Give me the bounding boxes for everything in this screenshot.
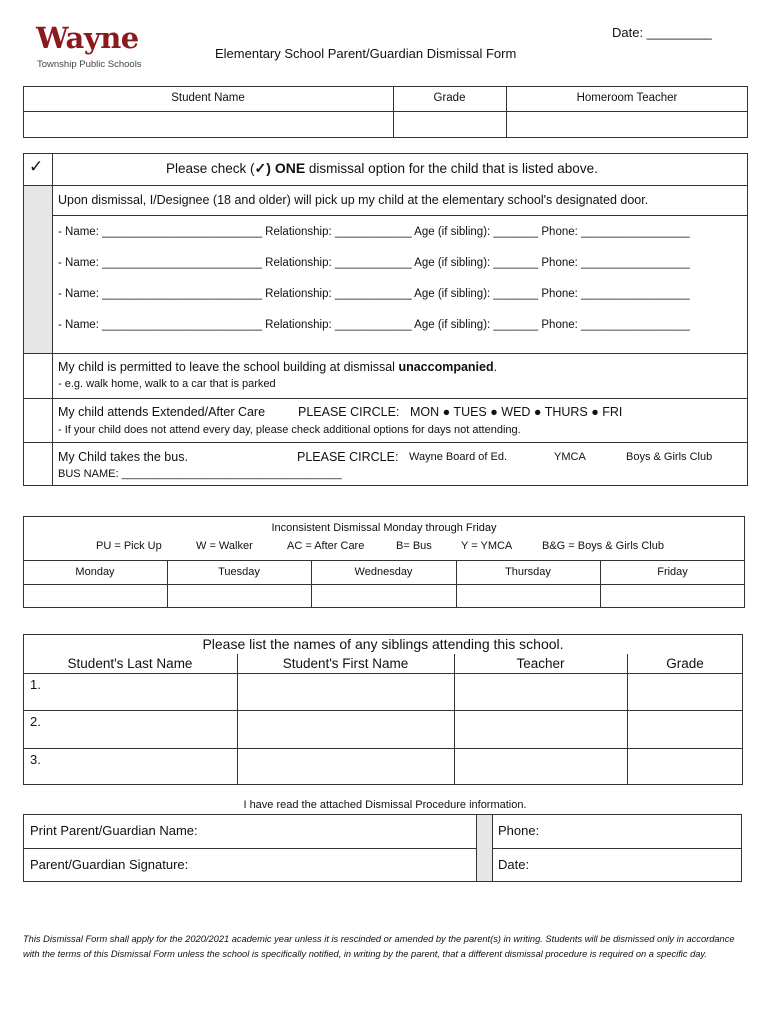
sibling-last-name-header: Student's Last Name bbox=[67, 656, 193, 671]
sibling-row-1-input[interactable] bbox=[238, 674, 453, 710]
day-tuesday: Tuesday bbox=[218, 566, 260, 578]
instruction-check: ✓) ONE bbox=[254, 160, 306, 176]
day-monday: Monday bbox=[75, 566, 115, 578]
sibling-grade-header: Grade bbox=[666, 656, 704, 671]
grade-header: Grade bbox=[433, 92, 466, 104]
bus-option-wayne[interactable]: Wayne Board of Ed. bbox=[409, 451, 508, 463]
sibling-row-3-number: 3. bbox=[30, 752, 41, 767]
grade-input[interactable] bbox=[394, 112, 505, 137]
siblings-title: Please list the names of any siblings attending this school. bbox=[202, 636, 564, 652]
sibling-teacher-header: Teacher bbox=[516, 656, 565, 671]
unaccompanied-example: - e.g. walk home, walk to a car that is parked bbox=[58, 378, 276, 390]
homeroom-teacher-header: Homeroom Teacher bbox=[576, 92, 678, 104]
aftercare-option: My child attends Extended/After Care bbox=[58, 405, 266, 419]
thursday-input[interactable] bbox=[457, 585, 599, 607]
unaccompanied-option bbox=[58, 360, 497, 374]
aftercare-circle-label: PLEASE CIRCLE: bbox=[298, 405, 400, 419]
pickup-checkbox[interactable] bbox=[24, 186, 52, 353]
bus-checkbox[interactable] bbox=[24, 443, 52, 485]
unaccompanied-pre: My child is permitted to leave the school building at dismissal bbox=[58, 360, 399, 374]
sibling-row-2-input[interactable] bbox=[238, 711, 453, 748]
logo-wordmark: Wayne bbox=[36, 21, 139, 55]
friday-input[interactable] bbox=[601, 585, 744, 607]
date-field[interactable]: Date: _________ bbox=[612, 25, 712, 40]
day-wednesday: Wednesday bbox=[354, 566, 413, 578]
aftercare-checkbox[interactable] bbox=[24, 399, 52, 442]
signature-date-label[interactable]: Date: bbox=[498, 857, 530, 872]
sibling-row-2-number: 2. bbox=[30, 714, 41, 729]
unaccompanied-bold: unaccompanied bbox=[398, 360, 494, 374]
instruction-post: dismissal option for the child that is listed above. bbox=[305, 161, 598, 176]
bus-option: My Child takes the bus. bbox=[58, 450, 188, 464]
code-ymca: Y = YMCA bbox=[461, 540, 513, 552]
code-bus: B= Bus bbox=[396, 540, 432, 552]
day-friday: Friday bbox=[657, 566, 688, 578]
bus-circle-label: PLEASE CIRCLE: bbox=[297, 450, 399, 464]
day-thursday: Thursday bbox=[505, 566, 551, 578]
inconsistent-title: Inconsistent Dismissal Monday through Friday bbox=[271, 522, 497, 534]
dismissal-instruction bbox=[166, 160, 598, 177]
wednesday-input[interactable] bbox=[312, 585, 455, 607]
disclaimer-text: This Dismissal Form shall apply for the 2020/2021 academic year unless it is rescinded or amended by the parent(s) in writing. Students will be dismissed only in accordance with the terms of this Dismissal Form unless the school is specifically notified, in writing by the parent, that a different dismissal procedure is required on a specific day. bbox=[23, 934, 735, 959]
bus-option-bgc[interactable]: Boys & Girls Club bbox=[626, 451, 713, 463]
divider-shade bbox=[476, 815, 492, 881]
pickup-row-2[interactable]: - Name: _________________________ Relationship: ____________ Age (if sibling): _______ Phone: _________________ bbox=[58, 257, 690, 269]
pickup-row-3[interactable]: - Name: _________________________ Relationship: ____________ Age (if sibling): _______ Phone: _________________ bbox=[58, 288, 690, 300]
student-name-header: Student Name bbox=[171, 92, 245, 104]
bus-name-field[interactable]: BUS NAME: ____________________________________ bbox=[58, 468, 342, 480]
tuesday-input[interactable] bbox=[168, 585, 310, 607]
pickup-row-4[interactable]: - Name: _________________________ Relationship: ____________ Age (if sibling): _______ Phone: _________________ bbox=[58, 319, 690, 331]
unaccompanied-post: . bbox=[493, 360, 498, 374]
acknowledge-text: I have read the attached Dismissal Procedure information. bbox=[243, 799, 527, 811]
signature-label[interactable]: Parent/Guardian Signature: bbox=[30, 857, 189, 872]
code-aftercare: AC = After Care bbox=[287, 540, 365, 552]
code-bgc: B&G = Boys & Girls Club bbox=[542, 540, 664, 552]
pickup-description: Upon dismissal, I/Designee (18 and older) will pick up my child at the elementary school's designated door. bbox=[58, 193, 649, 207]
check-mark-icon: ✓ bbox=[29, 157, 44, 176]
unaccompanied-checkbox[interactable] bbox=[24, 354, 52, 398]
aftercare-days[interactable]: MON ● TUES ● WED ● THURS ● FRI bbox=[410, 405, 623, 419]
aftercare-note: - If your child does not attend every day, please check additional options for days not attending. bbox=[58, 424, 521, 436]
sibling-row-1-number: 1. bbox=[30, 677, 41, 692]
pickup-row-1[interactable]: - Name: _________________________ Relationship: ____________ Age (if sibling): _______ Phone: _________________ bbox=[58, 226, 690, 238]
monday-input[interactable] bbox=[24, 585, 166, 607]
homeroom-teacher-input[interactable] bbox=[507, 112, 747, 137]
phone-label[interactable]: Phone: bbox=[498, 823, 540, 838]
page-title: Elementary School Parent/Guardian Dismissal Form bbox=[215, 46, 517, 61]
logo-subtitle: Township Public Schools bbox=[37, 59, 142, 70]
print-name-label[interactable]: Print Parent/Guardian Name: bbox=[30, 823, 198, 838]
instruction-pre: Please check ( bbox=[166, 161, 255, 176]
bus-option-ymca[interactable]: YMCA bbox=[554, 451, 586, 463]
code-walker: W = Walker bbox=[196, 540, 253, 552]
sibling-row-3-input[interactable] bbox=[238, 749, 453, 784]
sibling-first-name-header: Student's First Name bbox=[282, 656, 409, 671]
code-pickup: PU = Pick Up bbox=[96, 540, 162, 552]
student-name-input[interactable] bbox=[24, 112, 392, 137]
